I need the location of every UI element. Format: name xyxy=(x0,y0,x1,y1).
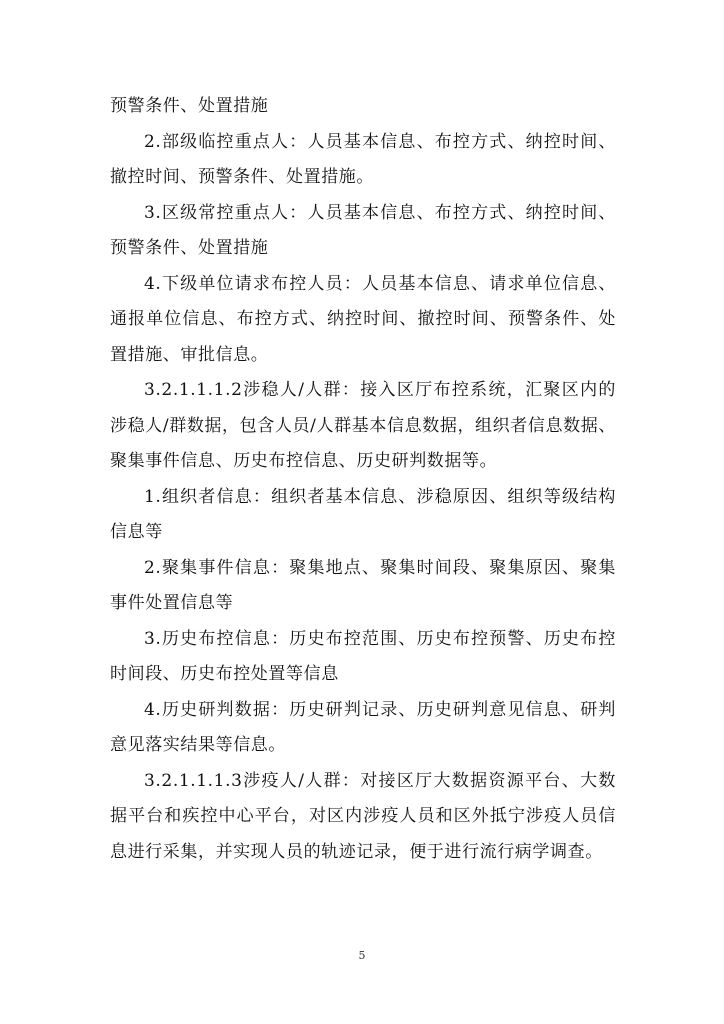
paragraph-subordinate-request: 4.下级单位请求布控人员：人员基本信息、请求单位信息、通报单位信息、布控方式、纳控时间、撤控时间、预警条件、处置措施、审批信息。 xyxy=(110,273,616,365)
paragraph-stability-section: 3.2.1.1.1.2涉稳人/人群：接入区厅布控系统，汇聚区内的涉稳人/群数据，包含人员/人群基本信息数据，组织者信息数据、聚集事件信息、历史布控信息、历史研判数据等。 xyxy=(110,380,616,471)
paragraph-history-analysis: 4.历史研判数据：历史研判记录、历史研判意见信息、研判意见落实结果等信息。 xyxy=(110,699,616,755)
paragraph-district-regular-control: 3.区级常控重点人：人员基本信息、布控方式、纳控时间、预警条件、处置措施 xyxy=(110,202,616,258)
paragraph-gathering-event: 2.聚集事件信息：聚集地点、聚集时间段、聚集原因、聚集事件处置信息等 xyxy=(110,557,616,613)
document-body xyxy=(110,89,616,870)
paragraph-continuation: 预警条件、处置措施 xyxy=(110,96,269,116)
paragraph-history-control: 3.历史布控信息：历史布控范围、历史布控预警、历史布控时间段、历史布控处置等信息 xyxy=(110,628,616,684)
page-number: 5 xyxy=(358,949,366,962)
paragraph-epidemic-section: 3.2.1.1.1.3涉疫人/人群：对接区厅大数据资源平台、大数据平台和疾控中心平台，对区内涉疫人员和区外抵宁涉疫人员信息进行采集，并实现人员的轨迹记录，便于进行流行病学调查。 xyxy=(110,770,616,862)
paragraph-organizer-info: 1.组织者信息：组织者基本信息、涉稳原因、组织等级结构信息等 xyxy=(110,486,616,542)
paragraph-ministry-temporary-control: 2.部级临控重点人：人员基本信息、布控方式、纳控时间、撤控时间、预警条件、处置措施。 xyxy=(110,131,616,187)
